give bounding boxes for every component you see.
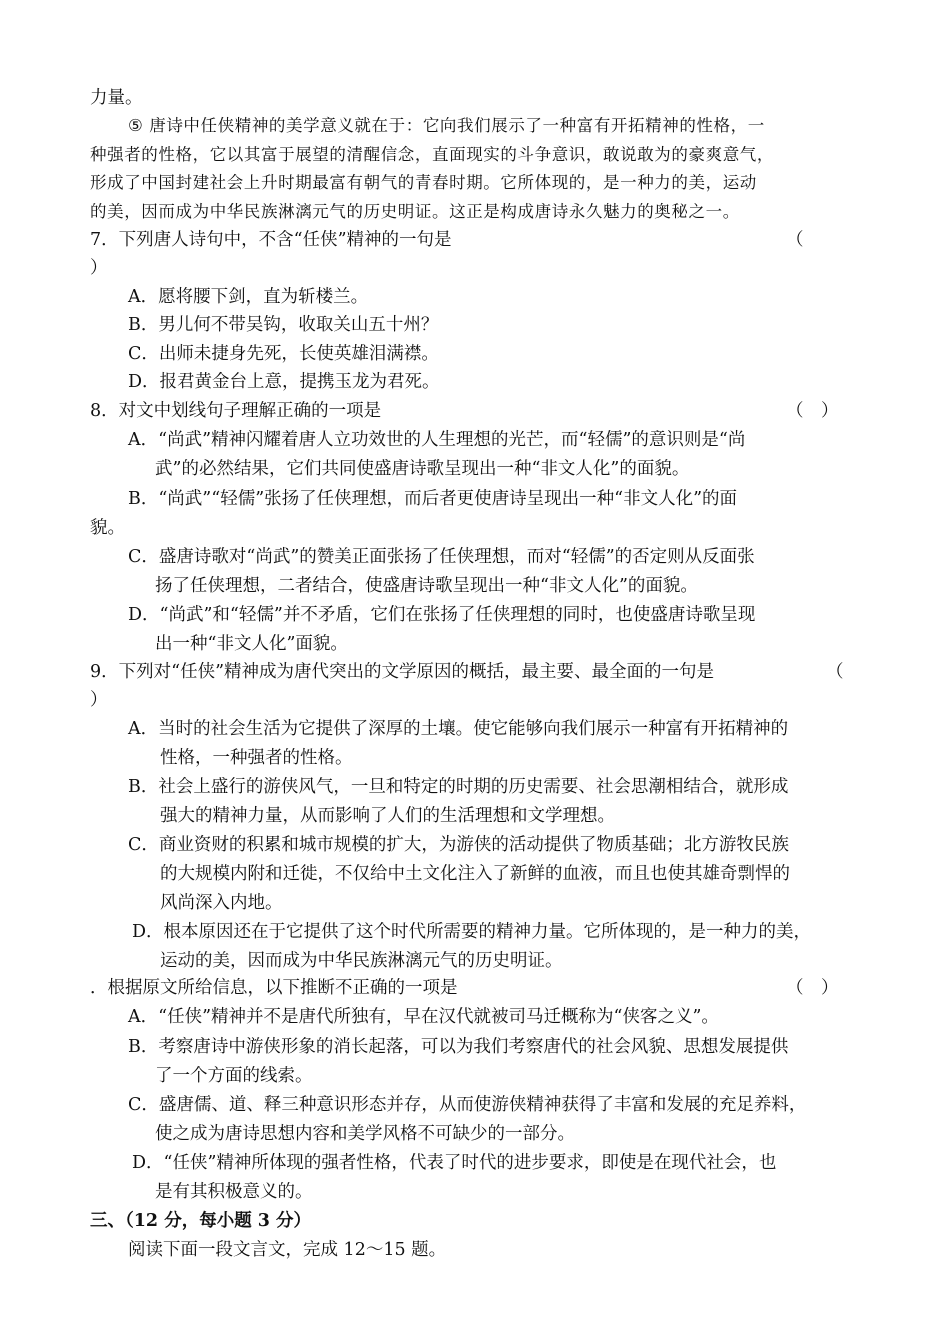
q10-option-c-line-1: C．盛唐儒、道、释三种意识形态并存，从而使游侠精神获得了丰富和发展的充足养料， <box>128 1095 807 1115</box>
q9-option-c-line-1: C．商业资财的积累和城市规模的扩大，为游侠的活动提供了物质基础；北方游牧民族 <box>128 835 789 855</box>
q10-paren: （ ） <box>786 978 839 998</box>
q9-option-a-line-1: A．当时的社会生活为它提供了深厚的土壤。使它能够向我们展示一种富有开拓精神的 <box>128 719 789 739</box>
q9-stem: 9．下列对“任侠”精神成为唐代突出的文学原因的概括，最主要、最全面的一句是 <box>90 662 715 682</box>
q8-option-b-line-2: 貌。 <box>90 518 125 538</box>
q7-option-c: C．出师未捷身先死，长使英雄泪满襟。 <box>128 344 439 364</box>
para5-line-2: 种强者的性格，它以其富于展望的清醒信念，直面现实的斗争意识，敢说敢为的豪爽意气， <box>90 145 774 164</box>
q9-option-c-line-3: 风尚深入内地。 <box>160 893 283 913</box>
q8-option-b-line-1: B．“尚武”“轻儒”张扬了任侠理想，而后者更使唐诗呈现出一种“非文人化”的面 <box>128 489 738 509</box>
q9-option-d-line-1: D．根本原因还在于它提供了这个时代所需要的精神力量。它所体现的，是一种力的美， <box>132 922 812 942</box>
q9-option-b-line-1: B．社会上盛行的游侠风气，一旦和特定的时期的历史需要、社会思潮相结合，就形成 <box>128 777 789 797</box>
section3-heading: 三、（12 分，每小题 3 分） <box>90 1211 312 1231</box>
q10-option-d-line-2: 是有其积极意义的。 <box>155 1182 313 1202</box>
q7-paren-open: （ <box>786 230 804 250</box>
q7-option-a: A．愿将腰下剑，直为斩楼兰。 <box>128 287 369 307</box>
para5-line-3: 形成了中国封建社会上升时期最富有朝气的青春时期。它所体现的，是一种力的美，运动 <box>90 173 757 192</box>
section3-instruction: 阅读下面一段文言文，完成 12～15 题。 <box>128 1240 447 1260</box>
q7-stem: 7．下列唐人诗句中，不含“任侠”精神的一句是 <box>90 230 452 250</box>
q8-option-d-line-2: 出一种“非文人化”面貌。 <box>155 634 348 654</box>
q7-option-b: B．男儿何不带吴钩，收取关山五十州？ <box>128 315 439 335</box>
q8-paren: （ ） <box>786 401 839 421</box>
q9-paren-open: （ <box>826 662 844 682</box>
q9-option-a-line-2: 性格，一种强者的性格。 <box>160 748 353 768</box>
q10-option-a: A．“任侠”精神并不是唐代所独有，早在汉代就被司马迁概称为“侠客之义”。 <box>128 1007 719 1027</box>
q10-stem: ．根据原文所给信息，以下推断不正确的一项是 <box>90 978 458 998</box>
q10-option-d-line-1: D．“任侠”精神所体现的强者性格，代表了时代的进步要求，即使是在现代社会，也 <box>132 1153 777 1173</box>
q9-option-d-line-2: 运动的美，因而成为中华民族淋漓元气的历史明证。 <box>160 951 563 971</box>
q10-option-b-line-2: 了一个方面的线索。 <box>155 1066 313 1086</box>
q8-option-c-line-1: C．盛唐诗歌对“尚武”的赞美正面张扬了任侠理想，而对“轻儒”的否定则从反面张 <box>128 547 755 567</box>
q8-option-a-line-1: A．“尚武”精神闪耀着唐人立功效世的人生理想的光芒，而“轻儒”的意识则是“尚 <box>128 430 746 450</box>
q7-paren-close: ） <box>90 258 108 278</box>
q9-option-b-line-2: 强大的精神力量，从而影响了人们的生活理想和文学理想。 <box>160 806 615 826</box>
q8-option-a-line-2: 武”的必然结果，它们共同使盛唐诗歌呈现出一种“非文人化”的面貌。 <box>155 459 690 479</box>
q10-option-b-line-1: B．考察唐诗中游侠形象的消长起落，可以为我们考察唐代的社会风貌、思想发展提供 <box>128 1037 789 1057</box>
q9-paren-close: ） <box>90 690 108 710</box>
para5-line-4: 的美，因而成为中华民族淋漓元气的历史明证。这正是构成唐诗永久魅力的奥秘之一。 <box>90 202 740 221</box>
q7-option-d: D．报君黄金台上意，提携玉龙为君死。 <box>128 372 440 392</box>
passage-tail-line: 力量。 <box>90 88 143 108</box>
q8-option-d-line-1: D．“尚武”和“轻儒”并不矛盾，它们在张扬了任侠理想的同时，也使盛唐诗歌呈现 <box>128 605 756 625</box>
q8-option-c-line-2: 扬了任侠理想，二者结合，使盛唐诗歌呈现出一种“非文人化”的面貌。 <box>155 576 698 596</box>
q10-option-c-line-2: 使之成为唐诗思想内容和美学风格不可缺少的一部分。 <box>155 1124 575 1144</box>
q8-stem: 8．对文中划线句子理解正确的一项是 <box>90 401 382 421</box>
para5-line-1: ⑤ 唐诗中任侠精神的美学意义就在于：它向我们展示了一种富有开拓精神的性格，一 <box>128 116 765 135</box>
q9-option-c-line-2: 的大规模内附和迁徙，不仅给中土文化注入了新鲜的血液，而且也使其雄奇剽悍的 <box>160 864 790 884</box>
